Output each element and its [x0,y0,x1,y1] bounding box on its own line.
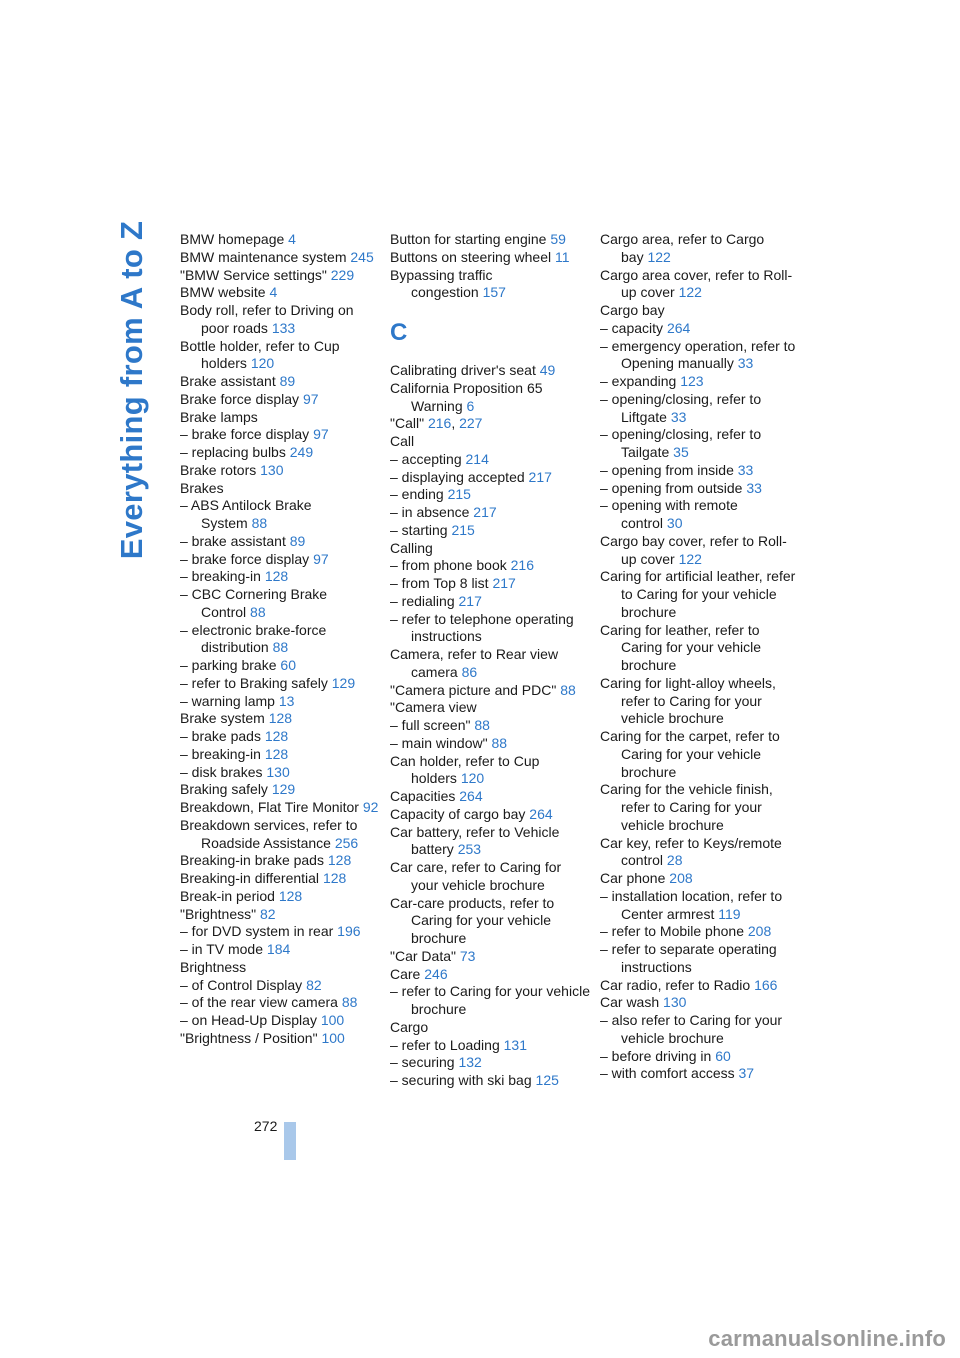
index-entry-text: Camera, refer to Rear view camera [390,646,559,680]
index-entry-text: Car phone [600,870,666,886]
page-reference-link[interactable]: 131 [503,1036,527,1053]
index-entry-text: Bypassing traffic congestion [390,266,493,301]
index-entry-text: Caring for leather, refer to Caring for your vehicle brochure [600,621,762,673]
index-entry [180,1012,380,1030]
page-reference-link[interactable]: 82 [259,905,276,922]
index-entry-text: – from Top 8 list [390,575,489,591]
index-entry [390,966,590,984]
index-entry-text: Brightness [180,958,247,975]
index-entry-text: BMW homepage [180,231,285,247]
index-entry [600,835,800,871]
page-reference-link[interactable]: 133 [271,319,296,336]
page-reference-link[interactable]: 264 [459,788,483,804]
index-entry-text: – installation location, refer to Center armrest [600,887,783,922]
page-reference-link[interactable]: 249 [289,444,314,460]
index-entry [390,1037,590,1055]
page-reference-link[interactable]: 227 [459,415,483,432]
index-entry-text: – electronic brake-force distribution [180,621,327,656]
index-entry [390,1072,590,1090]
index-entry [180,622,380,658]
index-entry [180,728,380,746]
index-entry-text: – in TV mode [180,941,264,957]
page-reference-link[interactable]: 60 [280,657,296,673]
index-entry [390,486,590,504]
index-entry-text: Caring for the vehicle finish, refer to Caring for your vehicle brochure [600,781,773,833]
index-entry [180,959,380,977]
index-entry [180,764,380,782]
index-entry-text: BMW maintenance system [180,248,347,265]
page-reference-link[interactable]: 97 [313,426,329,443]
index-entry-text: – breaking-in [180,745,261,762]
index-entry-text: – starting [390,521,448,538]
index-entry-text: "BMW Service settings" [180,266,327,283]
index-entry [390,983,590,1019]
index-entry [180,302,380,338]
index-entry-text: – securing with ski bag [390,1072,532,1088]
page-reference-link[interactable]: 216 [510,557,534,574]
index-entry-text: – securing [390,1054,455,1071]
page-reference-link[interactable]: 264 [666,319,691,336]
page-reference-link[interactable]: 100 [320,1012,345,1028]
index-entry [180,586,380,622]
index-entry-text: – warning lamp [180,692,275,709]
index-entry-text: Capacities [390,788,456,804]
index-entry [390,540,590,558]
index-entry [390,824,590,860]
index-entry-text: – brake force display [180,550,310,567]
page-reference-link[interactable]: 130 [266,763,290,780]
index-column-3 [600,231,800,1083]
index-entry [600,675,800,728]
index-entry [390,735,590,753]
index-entry [390,1019,590,1037]
index-entry [180,781,380,799]
index-entry-text: – ending [390,486,444,503]
index-entry [390,469,590,487]
index-entry [390,267,590,303]
index-entry-text: – refer to Braking safely [180,674,328,691]
index-column-1 [180,231,380,1048]
index-entry [180,852,380,870]
index-entry [600,533,800,569]
page-reference-link[interactable]: 246 [424,965,448,982]
index-entry [180,710,380,728]
index-entry [600,994,800,1012]
index-entry-text: Body roll, refer to Driving on poor roads [180,302,354,336]
page-reference-link[interactable]: 86 [461,663,478,680]
index-entry [180,994,380,1012]
index-entry [180,391,380,409]
index-entry-text: Car radio, refer to Radio [600,976,751,993]
page-reference-link[interactable]: 37 [738,1065,755,1082]
index-entry-text: Breaking-in differential [180,870,320,886]
index-entry-text: Care [390,965,421,982]
section-letter: C [390,319,408,346]
index-entry [600,267,800,303]
index-entry [390,682,590,700]
page-reference-link[interactable]: 245 [350,248,374,265]
page-reference-link[interactable]: 157 [482,284,506,301]
page-reference-link[interactable]: 13 [278,692,295,709]
index-entry-text: Break-in period [180,887,275,904]
page-reference-link[interactable]: 92 [362,799,379,815]
index-entry-text: – brake pads [180,728,261,744]
index-entry-text: Caring for artificial leather, refer to Caring for your vehicle brochure [600,568,796,620]
page-reference-link[interactable]: 88 [491,734,508,751]
page-reference-link[interactable]: 35 [673,444,689,460]
index-entry-text: – of the rear view camera [180,994,338,1011]
page-reference-link[interactable]: 123 [680,373,704,389]
index-entry-text: Brake system [180,710,265,727]
page-reference-link[interactable]: 100 [321,1029,345,1046]
index-entry [600,302,800,320]
index-entry [180,817,380,853]
index-entry-text: – replacing bulbs [180,444,286,460]
page-reference-link[interactable]: 6 [466,397,475,414]
page-reference-link[interactable]: 128 [264,568,289,585]
page-reference-link[interactable]: 129 [331,674,356,691]
index-entry [390,380,590,416]
index-entry [390,1054,590,1072]
index-entry-text: – capacity [600,319,664,336]
page-reference-link[interactable]: 128 [268,710,293,727]
index-entry [600,622,800,675]
page-reference-link[interactable]: 229 [330,266,355,283]
index-entry-text: – refer to Caring for your vehicle brochure [390,983,590,1017]
index-entry [600,1048,800,1066]
index-entry [600,781,800,834]
index-entry-text: – ABS Antilock Brake System [180,497,312,531]
index-entry [180,338,380,374]
index-entry-text: Car battery, refer to Vehicle battery [390,823,560,858]
index-entry-text: Calibrating driver's seat [390,362,536,378]
index-entry [390,231,590,249]
index-entry-text: Brakes [180,479,224,496]
index-entry-text: – accepting [390,450,462,467]
page-reference-link[interactable]: 184 [266,941,291,957]
index-entry-text: Brake lamps [180,408,258,425]
index-entry-text: Braking safely [180,781,268,798]
page-reference-link[interactable]: 4 [269,284,278,301]
page-reference-link[interactable]: 264 [529,805,553,822]
page-reference-link[interactable]: 33 [737,461,754,478]
page-reference-link[interactable]: 217 [492,575,516,591]
index-entry-text: – opening with remote control [600,497,738,531]
page-reference-link[interactable]: 88 [474,717,490,733]
index-entry-text: Brake force display [180,390,300,407]
index-entry-text: – emergency operation, refer to Opening manually [600,337,796,372]
index-entry [600,870,800,888]
index-entry [600,480,800,498]
index-entry [180,409,380,427]
index-column-2 [390,231,590,1090]
page-reference-link[interactable]: 88 [272,639,289,656]
page-reference-link[interactable]: 89 [279,373,296,389]
page-reference-link[interactable]: 122 [678,550,702,567]
page-reference-link[interactable]: 33 [737,355,754,372]
page-reference-link[interactable]: 89 [289,532,306,549]
index-entry [600,391,800,427]
index-entry-text: – in absence [390,504,470,520]
index-entry: "Call" 216, 227 [390,415,483,432]
side-section-title [112,220,152,560]
index-entry-text: – from phone book [390,557,507,574]
index-entry-text: Car key, refer to Keys/remote control [600,834,782,869]
index-entry [180,977,380,995]
page-reference-link[interactable]: 97 [302,390,319,407]
index-entry-text: Cargo [390,1018,429,1035]
index-entry [180,923,380,941]
index-entry-text: – opening from inside [600,461,734,478]
index-entry-text: "Brightness / Position" [180,1029,318,1046]
index-entry [390,699,590,717]
index-entry-text: "Brightness" [180,905,257,922]
index-entry [180,568,380,586]
index-entry [390,522,590,540]
index-entry [180,1030,380,1048]
index-entry-text: "Car Data" [390,947,456,964]
page-reference-link[interactable]: 217 [458,592,482,609]
index-entry [390,948,590,966]
index-entry-text: – of Control Display [180,976,303,993]
index-entry-text: – full screen" [390,717,471,733]
index-entry-text: "Camera view [390,699,477,716]
page-reference-link[interactable]: 119 [718,905,741,922]
page-reference-link[interactable]: 216 [427,415,452,432]
index-entry-text: California Proposition 65 Warning [390,379,543,414]
index-entry-text: Caring for light-alloy wheels, refer to Caring for your vehicle brochure [600,674,776,727]
page-reference-link[interactable]: 125 [535,1072,559,1088]
index-entry-text: – disk brakes [180,763,263,780]
index-entry-text: – redialing [390,592,455,609]
index-entry [180,462,380,480]
page-reference-link[interactable]: 49 [539,362,556,378]
index-entry-text: – on Head-Up Display [180,1012,317,1028]
page-reference-link[interactable]: 214 [465,450,489,467]
index-entry [390,593,590,611]
index-entry-text: – opening from outside [600,479,743,496]
index-entry [180,231,380,249]
index-entry [180,657,380,675]
page-reference-link[interactable]: 122 [647,248,671,265]
index-entry [600,338,800,374]
index-entry-text: Calling [390,539,433,556]
page-reference-link[interactable]: 208 [669,870,693,886]
index-entry-text: Cargo area cover, refer to Roll-up cover [600,266,793,301]
side-section-title-text: Everything from A to Z [114,220,149,560]
index-entry [180,426,380,444]
page-reference-link[interactable]: 208 [747,923,772,940]
index-entry [390,753,590,789]
page-reference-link[interactable]: 166 [754,976,778,993]
page-reference-link[interactable]: 217 [473,504,497,520]
index-entry [180,267,380,285]
index-entry [600,497,800,533]
page-reference-link[interactable]: 33 [746,479,762,496]
page-reference-link[interactable]: 215 [447,486,471,503]
index-entry [180,906,380,924]
page-reference-link[interactable]: 122 [678,284,702,301]
index-entry [600,923,800,941]
index-entry [180,941,380,959]
index-entry [390,575,590,593]
index-entry [180,675,380,693]
index-entry-text: – expanding [600,373,677,389]
index-entry [390,362,590,380]
index-entry [600,568,800,621]
page-reference-link[interactable]: 120 [250,355,275,372]
index-entry [390,895,590,948]
index-entry-text: – also refer to Caring for your vehicle brochure [600,1012,783,1046]
page-reference-link[interactable]: 82 [306,976,322,993]
index-entry [180,497,380,533]
index-entry [180,284,380,302]
page-reference-link[interactable]: 128 [278,887,303,904]
index-entry [390,249,590,267]
index-entry [180,888,380,906]
index-entry-text: – refer to Loading [390,1036,500,1053]
page-reference-link[interactable]: 88 [341,994,358,1011]
index-entry [390,611,590,647]
index-entry-text: – refer to Mobile phone [600,923,744,940]
index-entry-text: – brake force display [180,426,310,443]
index-entry [180,551,380,569]
index-entry [390,717,590,735]
index-entry-text: Buttons on steering wheel [390,248,552,265]
index-entry [390,504,590,522]
page-reference-link[interactable]: 33 [670,408,687,425]
index-entry [600,231,800,267]
index-entry-text: – displaying accepted [390,468,525,485]
index-entry-text: Bottle holder, refer to Cup holders [180,337,340,372]
index-entry-text: Car care, refer to Caring for your vehicle brochure [390,859,562,893]
index-entry-text: – before driving in [600,1047,712,1064]
index-entry-text: Capacity of cargo bay [390,805,526,822]
index-entry [180,746,380,764]
index-entry [600,888,800,924]
page-reference-link[interactable]: 253 [457,841,482,858]
index-entry [600,728,800,781]
index-entry-text: Brake rotors [180,461,257,478]
index-entry-text: – refer to separate operating instructions [600,941,777,975]
index-entry-text: – breaking-in [180,568,261,585]
index-entry [600,1065,800,1083]
page-marker-bar [284,1122,296,1160]
index-entry-text: – refer to telephone operating instructions [390,610,574,645]
index-entry-text: Car wash [600,994,660,1011]
page-reference-link[interactable]: 97 [313,550,329,567]
index-entry-text: Cargo bay cover, refer to Roll-up cover [600,532,787,567]
page-reference-link[interactable]: 60 [715,1047,731,1064]
page-reference-link[interactable]: 4 [288,231,296,247]
index-entry-text: – CBC Cornering Brake Control [180,586,328,620]
index-entry [390,859,590,895]
index-entry [390,433,590,451]
watermark: carmanualsonline.info [708,1326,946,1351]
index-entry-text: Cargo bay [600,302,665,318]
index-entry-text: Can holder, refer to Cup holders [390,752,540,787]
index-entry [390,557,590,575]
index-entry-text: BMW website [180,284,266,301]
index-entry-text: Breakdown, Flat Tire Monitor [180,799,359,815]
index-entry-text: – main window" [390,734,488,751]
index-entry [390,451,590,469]
index-entry-text: – with comfort access [600,1065,735,1082]
page-reference-link[interactable]: 196 [337,923,361,940]
page-reference-link[interactable]: 128 [264,728,289,744]
page-reference-link[interactable]: 128 [327,852,352,869]
index-entry [180,799,380,817]
index-entry-text: Cargo area, refer to Cargo bay [600,231,765,265]
page-reference-link[interactable]: 88 [560,681,576,698]
index-entry [390,788,590,806]
index-entry-text: Call [390,433,415,449]
index-entry [390,806,590,824]
index-entry [180,870,380,888]
page-reference-link[interactable]: 215 [451,521,475,538]
page-reference-link[interactable]: 88 [250,603,266,620]
index-entry [600,320,800,338]
index-entry-text: Caring for the carpet, refer to Caring for your vehicle brochure [600,728,780,780]
index-entry-text: – opening/closing, refer to Liftgate [600,390,762,425]
page-reference-link[interactable]: 120 [460,770,485,787]
page-reference-link[interactable]: 130 [260,461,284,478]
index-entry-text: Button for starting engine [390,231,547,247]
index-entry [600,426,800,462]
index-entry [180,373,380,391]
index-entry [600,462,800,480]
index-entry [600,373,800,391]
index-entry [180,444,380,462]
page-reference-link[interactable]: 28 [666,852,683,869]
index-entry-text: Breakdown services, refer to Roadside Assistance [180,816,358,851]
page-reference-link[interactable]: 256 [334,834,359,851]
page-reference-link[interactable]: 73 [459,947,476,964]
page-reference-link[interactable]: 132 [458,1054,482,1071]
index-entry-text: – brake assistant [180,532,286,549]
index-entry [600,1012,800,1048]
index-entry [600,977,800,995]
page-reference-link[interactable]: 88 [251,515,268,531]
index-entry-text: – for DVD system in rear [180,923,334,940]
page-reference-link[interactable]: 128 [322,870,347,886]
index-entry [180,533,380,551]
page-reference-link[interactable]: 217 [528,468,552,485]
index-entry [390,646,590,682]
index-entry-text: – opening/closing, refer to Tailgate [600,426,762,460]
page-reference-link[interactable]: 59 [550,231,566,247]
page-reference-link[interactable]: 130 [663,994,687,1011]
index-entry-text: Brake assistant [180,373,276,389]
page-reference-link[interactable]: 129 [271,781,296,798]
index-entry-text: "Call" [390,415,425,432]
page-reference-link[interactable]: 30 [666,515,683,531]
page-reference-link[interactable]: 11 [555,248,570,265]
index-entry-text: Breaking-in brake pads [180,852,324,869]
page-number: 272 [254,1118,278,1134]
page-reference-link[interactable]: 128 [264,745,289,762]
index-entry-text: – parking brake [180,657,277,673]
index-entry [180,480,380,498]
index-entry [180,693,380,711]
index-entry-text: Car-care products, refer to Caring for your vehicle brochure [390,894,555,946]
index-entry [600,941,800,977]
index-entry-text: "Camera picture and PDC" [390,681,557,698]
index-entry [180,249,380,267]
